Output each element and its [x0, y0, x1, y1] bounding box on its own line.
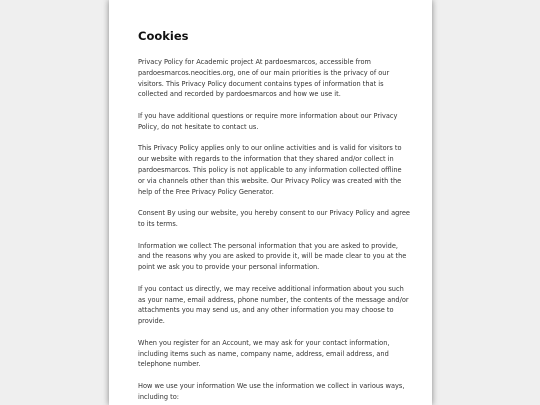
paragraph-account: When you register for an Account, we may ask for your contact information, including items such as name, company name, address, email address, and telephone number.	[138, 338, 390, 369]
paragraph-contact: If you have additional questions or require more information about our Privacy Policy, do not hesitate to contact us.	[138, 111, 398, 131]
document-content	[138, 29, 410, 405]
paragraph-intro: Privacy Policy for Academic project At pardoesmarcos, accessible from pardoesmarcos.neocities.org, one of our main priorities is the privacy of our visitors. This Privacy Policy document contains types of information that is collected and recorded by pardoesmarcos and how we use it.	[138, 58, 390, 99]
document-page	[109, 0, 432, 405]
paragraph-scope: This Privacy Policy applies only to our online activities and is valid for visitors to our website with regards to the information that they shared and/or collect in pardoesmarcos. This policy is not applicable to any information collected offline or via channels other than this website. Our Privacy Policy was created with the help of the Free Privacy Policy Generator.	[138, 144, 402, 196]
paragraph-info-collect: Information we collect The personal information that you are asked to provide, and the reasons why you are asked to provide it, will be made clear to you at the point we ask you to provide your personal information.	[138, 241, 407, 272]
paragraph-direct-contact: If you contact us directly, we may receive additional information about you such as your name, email address, phone number, the contents of the message and/or attachments you may send us, and any other information you may choose to provide.	[138, 284, 409, 326]
paragraph-consent: Consent By using our website, you hereby consent to our Privacy Policy and agree to its terms.	[138, 209, 410, 228]
paragraph-use-info: How we use your information We use the information we collect in various ways, including to:	[138, 381, 405, 401]
page-title: Cookies	[138, 29, 189, 43]
